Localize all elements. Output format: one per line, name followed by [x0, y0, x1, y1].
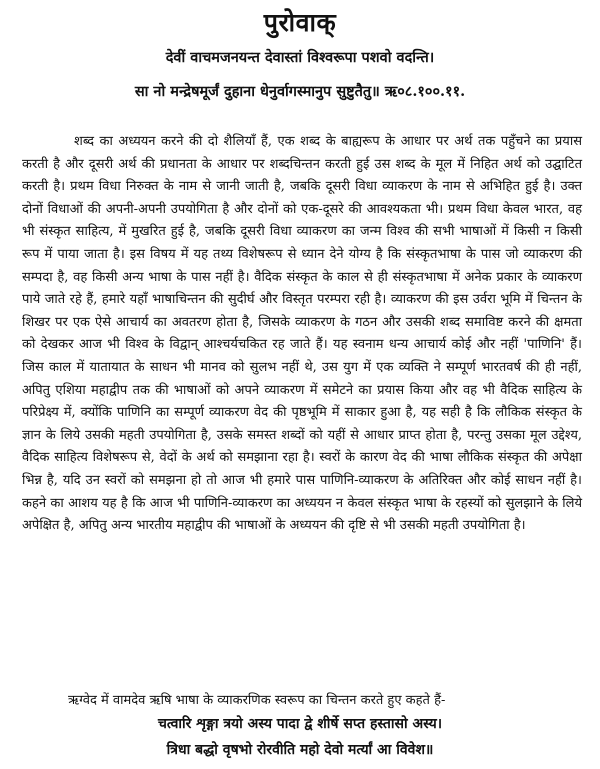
body-text — [22, 131, 582, 538]
closing-intro: ऋग्वेद में वामदेव ऋषि भाषा के व्याकरणिक स्वरूप का चिन्तन करते हुए कहते हैं- — [68, 693, 446, 708]
closing-verse-line-1: चत्वारि शृङ्गा त्रयो अस्य पादा द्वे शीर्षे सप्त हस्तासो अस्य। — [157, 716, 443, 732]
opening-verse-line-2: सा नो मन्द्रेषमूर्जं दुहाना धेनुर्वागस्मानुप सुष्टुतैतु॥ ऋ०८.१००.११. — [134, 83, 466, 100]
page-title: पुरोवाक् — [263, 8, 337, 37]
opening-verse-line-1: देवीं वाचमजनयन्त देवास्तां विश्वरूपा पशवो वदन्ति। — [165, 49, 435, 66]
body-paragraph: शब्द का अध्ययन करने की दो शैलियाँ हैं, एक शब्द के बाह्यरूप के आधार पर अर्थ तक पहुँचने का प्रयास करती है और दूसरी अर्थ की प्रधानता के आधार पर शब्दचिन्तन करती हुई उस शब्द के मूल में निहित अर्थ को उद्घाटित करती है। प्रथम विधा निरुक्त के नाम से जानी जाती है, जबकि दूसरी विधा व्याकरण के नाम से अभिहित हुई है। उक्त दोनों विधाओं की अपनी-अपनी उपयोगिता है और दोनों को एक-दूसरे की आवश्यकता भी। प्रथम विधा केवल भारत, वह भी संस्कृत साहित्य, में मुखरित हुई है, जबकि दूसरी विधा व्याकरण का जन्म विश्व की सभी भाषाओं में किसी न किसी रूप में पाया जाता है। इस विषय में यह तथ्य विशेषरूप से ध्यान देने योग्य है कि संस्कृतभाषा के पास जो व्याकरण की सम्पदा है, वह किसी अन्य भाषा के पास नहीं है। वैदिक संस्कृत के काल से ही संस्कृतभाषा में अनेक प्रकार के व्याकरण पाये जाते रहे हैं, हमारे यहाँ भाषाचिन्तन की सुदीर्घ और विस्तृत परम्परा रही है। व्याकरण की इस उर्वरा भूमि में चिन्तन के शिखर पर एक ऐसे आचार्य का अवतरण होता है, जिसके व्याकरण के गठन और उसकी शब्द समाविष्ट करने की क्षमता को देखकर आज भी विश्व के विद्वान् आश्चर्यचकित रह जाते हैं। यह स्वनाम धन्य आचार्य कोई और नहीं 'पाणिनि' हैं। जिस काल में यातायात के साधन भी मानव को सुलभ नहीं थे, उस युग में एक व्यक्ति ने सम्पूर्ण भारतवर्ष की ही नहीं, अपितु एशिया महाद्वीप तक की भाषाओं को अपने व्याकरण में समेटने का प्रयास किया और वह भी वैदिक साहित्य के परिप्रेक्ष्य में, क्योंकि पाणिनि का सम्पूर्ण व्याकरण वेद की पृष्ठभूमि में साकार हुआ है, यह सही है कि लौकिक संस्कृत के ज्ञान के लिये उसकी महती उपयोगिता है, उसके समस्त शब्दों को यहीं से आधार प्राप्त होता है, परन्तु उसका मूल उद्देश्य, वैदिक साहित्य विशेषरूप से, वेदों के अर्थ को समझाना रहा है। स्वरों के कारण वेद की भाषा लौकिक संस्कृत की अपेक्षा भिन्न है, यदि उन स्वरों को समझना हो तो आज भी हमारे पास पाणिनि-व्याकरण के अतिरिक्त और कोई साधन नहीं है। कहने का आशय यह है कि आज भी पाणिनि-व्याकरण का अध्ययन न केवल संस्कृत भाषा के रहस्यों को सुलझाने के लिये अपेक्षित है, अपितु अन्य भारतीय महाद्वीप की भाषाओं के अध्ययन की दृष्टि से भी उसकी महती उपयोगिता है। — [22, 134, 582, 534]
closing-verse-line-2: त्रिधा बद्धो वृषभो रोरवीति महो देवो मर्त्यां आ विवेश॥ — [166, 742, 434, 758]
